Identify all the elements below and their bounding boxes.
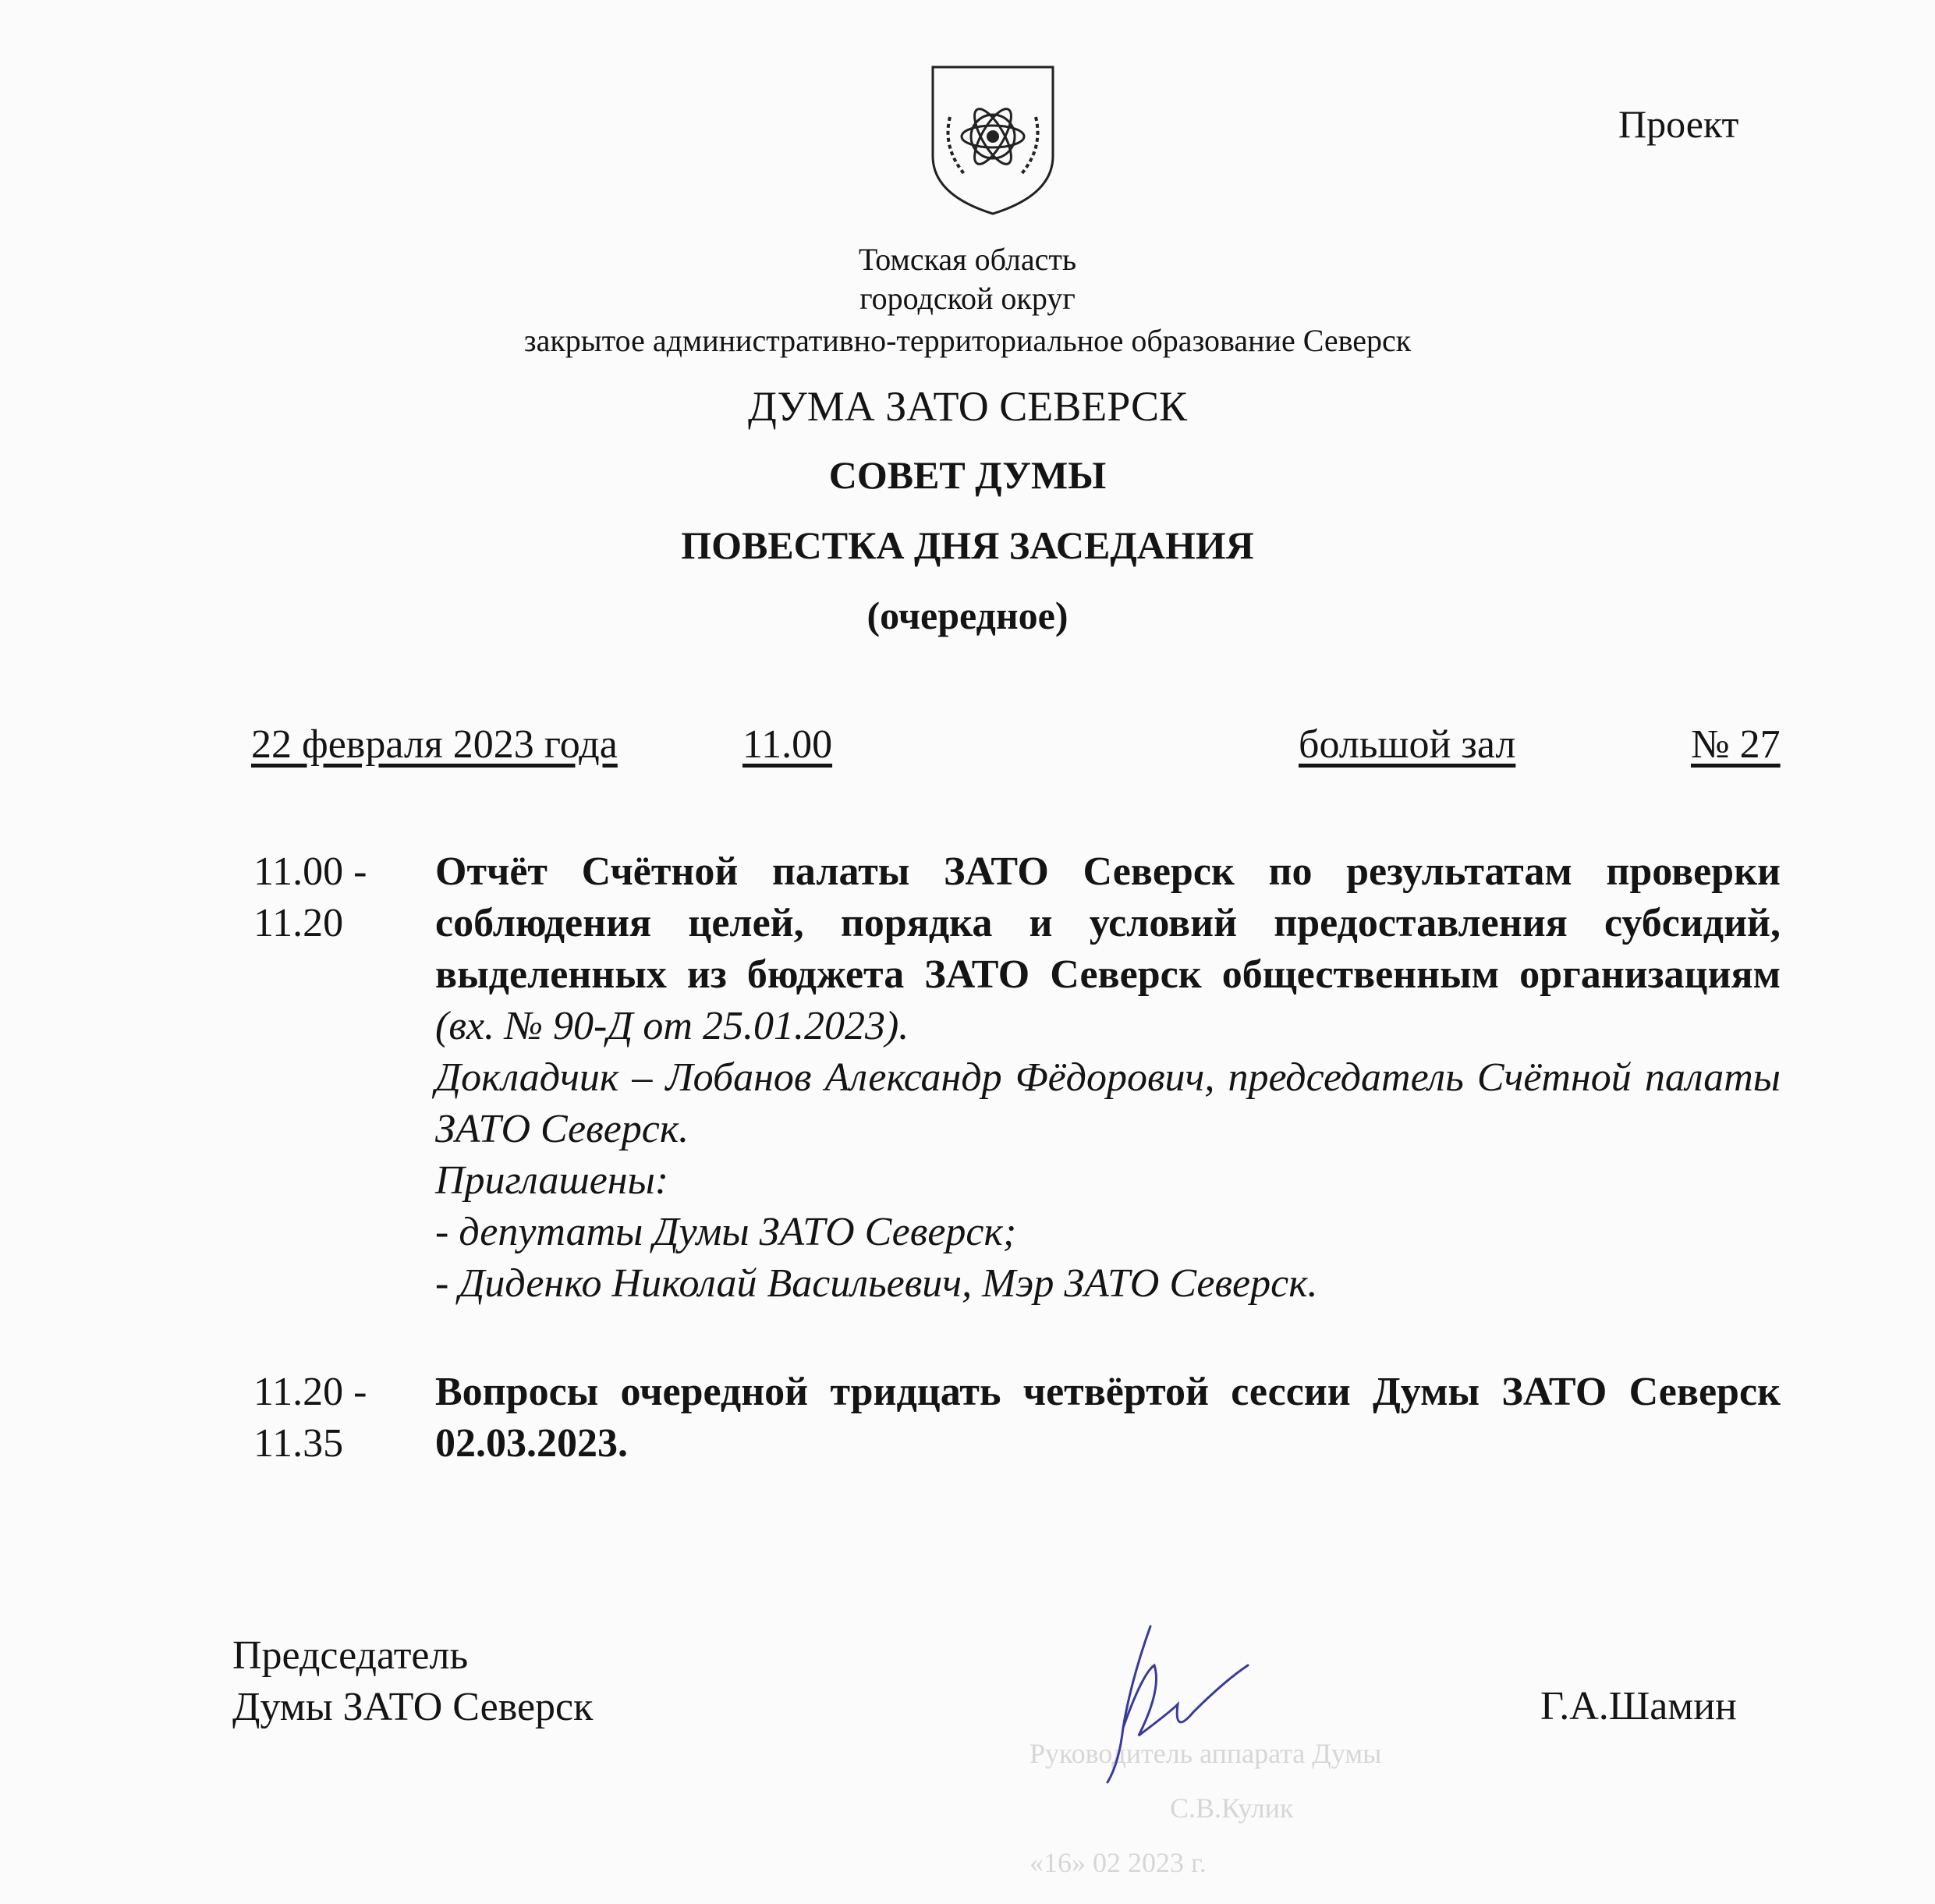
zato-line: закрытое административно-территориальное образование Северск bbox=[523, 323, 1412, 358]
region-line: Томская область bbox=[858, 242, 1077, 277]
project-label: Проект bbox=[1618, 102, 1739, 146]
meeting-date: 22 февраля 2023 года bbox=[251, 722, 618, 767]
duma-heading: ДУМА ЗАТО СЕВЕРСК bbox=[747, 383, 1188, 430]
agenda-item-2 bbox=[435, 1367, 1781, 1470]
council-heading: СОВЕТ ДУМЫ bbox=[828, 453, 1107, 497]
agenda-item-title: Вопросы очередной тридцать четвёртой сессии Думы ЗАТО Северск 02.03.2023. bbox=[435, 1370, 1781, 1466]
time-start: 11.20 - bbox=[253, 1370, 367, 1414]
coat-of-arms-emblem bbox=[927, 62, 1059, 218]
invited-item: - депутаты Думы ЗАТО Северск; bbox=[435, 1210, 1017, 1254]
agenda-title: ПОВЕСТКА ДНЯ ЗАСЕДАНИЯ bbox=[681, 523, 1254, 567]
meeting-number: № 27 bbox=[1691, 722, 1781, 767]
stamp-line: С.В.Кулик bbox=[1170, 1792, 1294, 1824]
stamp-line: «16» 02 2023 г. bbox=[1030, 1847, 1207, 1878]
time-end: 11.35 bbox=[253, 1421, 344, 1466]
invited-item: - Диденко Николай Васильевич, Мэр ЗАТО Северск. bbox=[435, 1261, 1318, 1306]
meeting-place: большой зал bbox=[1299, 722, 1516, 767]
position-line: Думы ЗАТО Северск bbox=[232, 1685, 594, 1729]
time-end: 11.20 bbox=[253, 901, 344, 945]
signatory-name: Г.А.Шамин bbox=[1540, 1684, 1737, 1728]
agenda-item-1-time bbox=[253, 846, 367, 949]
agenda-item-title: Отчёт Счётной палаты ЗАТО Северск по результатам проверки соблюдения целей, порядка и условий предоставления субсидий, выделенных из бюджета ЗАТО Северск общественным организациям bbox=[435, 849, 1781, 997]
meeting-time: 11.00 bbox=[742, 722, 833, 767]
handwritten-signature bbox=[1076, 1619, 1256, 1790]
stamp-line: Руководитель аппарата Думы bbox=[1030, 1738, 1382, 1769]
agenda-item-2-time bbox=[253, 1367, 367, 1470]
agenda-item-speaker: Докладчик – Лобанов Александр Фёдорович, председатель Счётной палаты ЗАТО Северск. bbox=[435, 1055, 1781, 1151]
position-line: Председатель bbox=[232, 1633, 469, 1678]
invited-label: Приглашены: bbox=[435, 1158, 669, 1203]
meeting-kind: (очередное) bbox=[866, 594, 1069, 637]
agenda-item-reference: (вх. № 90-Д от 25.01.2023). bbox=[435, 1004, 909, 1048]
agenda-item-1 bbox=[435, 846, 1781, 1310]
district-line: городской округ bbox=[859, 281, 1076, 316]
signatory-position bbox=[232, 1630, 593, 1733]
time-start: 11.00 - bbox=[253, 849, 367, 894]
